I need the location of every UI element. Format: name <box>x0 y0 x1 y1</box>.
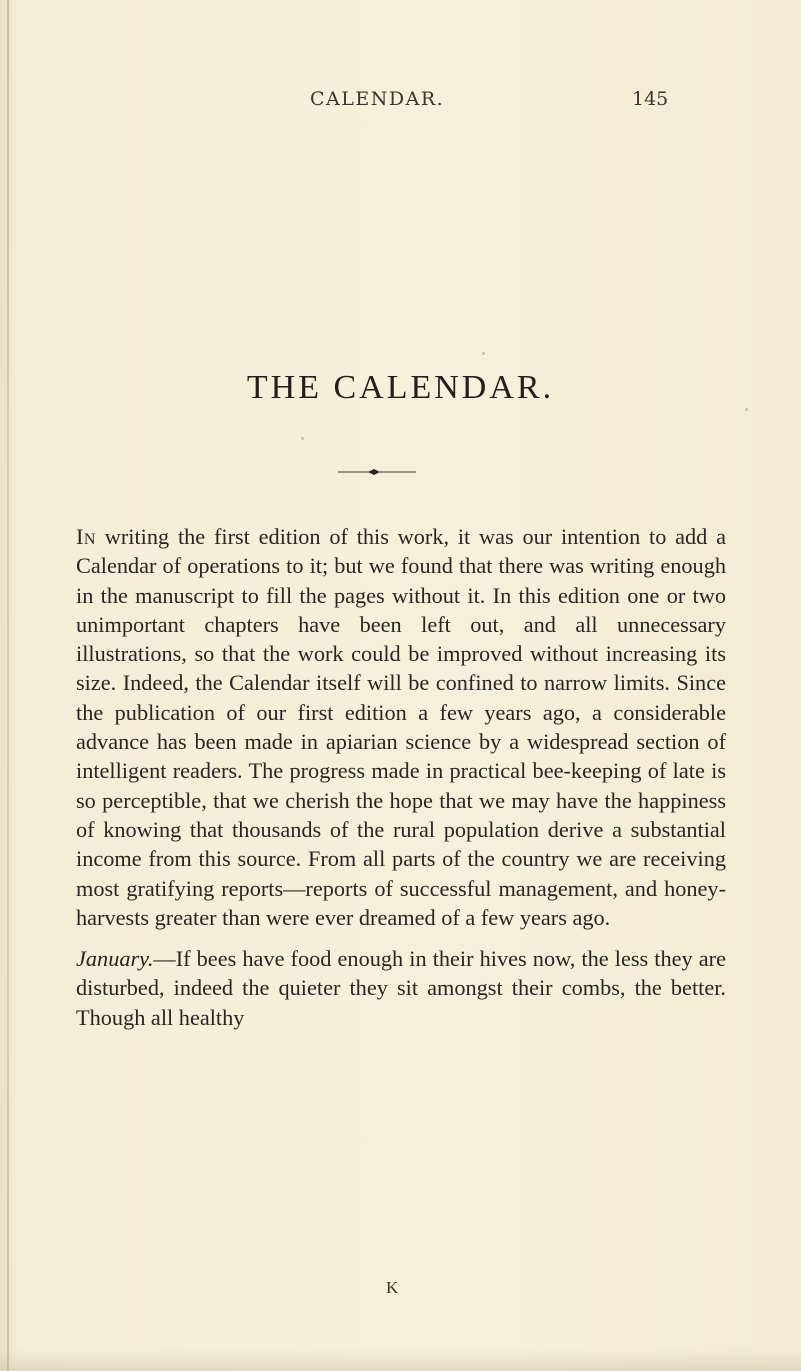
paragraph-january <box>76 944 726 1032</box>
paragraph-intro-text: writing the first edition of this work, it was our intention to add a Calendar of operations to it; but we found that there was writing enough in the manuscript to fill the pages without it. In this edition one or two unimportant chapters have been left out, and all unnecessary illustrations, so that the work could be improved without increasing its size. Indeed, the Calendar itself will be confined to narrow limits. Since the publication of our first edition a few years ago, a considerable advance has been made in apiarian science by a widespread section of intelligent readers. The progress made in practical bee-keeping of late is so perceptible, that we cherish the hope that we may have the happiness of knowing that thousands of the rural population derive a substantial income from this source. From all parts of the country we are receiving most gratifying reports—reports of successful management, and honey-harvests greater than were ever dreamed of a few years ago. <box>76 524 726 930</box>
binding-gutter <box>7 0 9 1371</box>
running-head: CALENDAR. <box>310 88 445 110</box>
page-number: 145 <box>632 88 669 110</box>
chapter-title: THE CALENDAR. <box>246 369 555 406</box>
body-text <box>76 522 726 1032</box>
paragraph-january-text: —If bees have food enough in their hives now, the less they are disturbed, indeed the quieter they sit amongst their combs, the better. Though all healthy <box>76 946 726 1030</box>
paragraph-intro <box>76 522 726 932</box>
paper-speck <box>301 437 304 440</box>
paper-speck <box>482 352 485 355</box>
paper-speck <box>745 408 748 411</box>
month-heading: January. <box>76 946 154 972</box>
drop-lead-word: In <box>76 524 96 549</box>
divider-ornament <box>338 467 416 477</box>
signature-mark: K <box>386 1278 399 1297</box>
page-bottom-shadow <box>0 1349 801 1371</box>
